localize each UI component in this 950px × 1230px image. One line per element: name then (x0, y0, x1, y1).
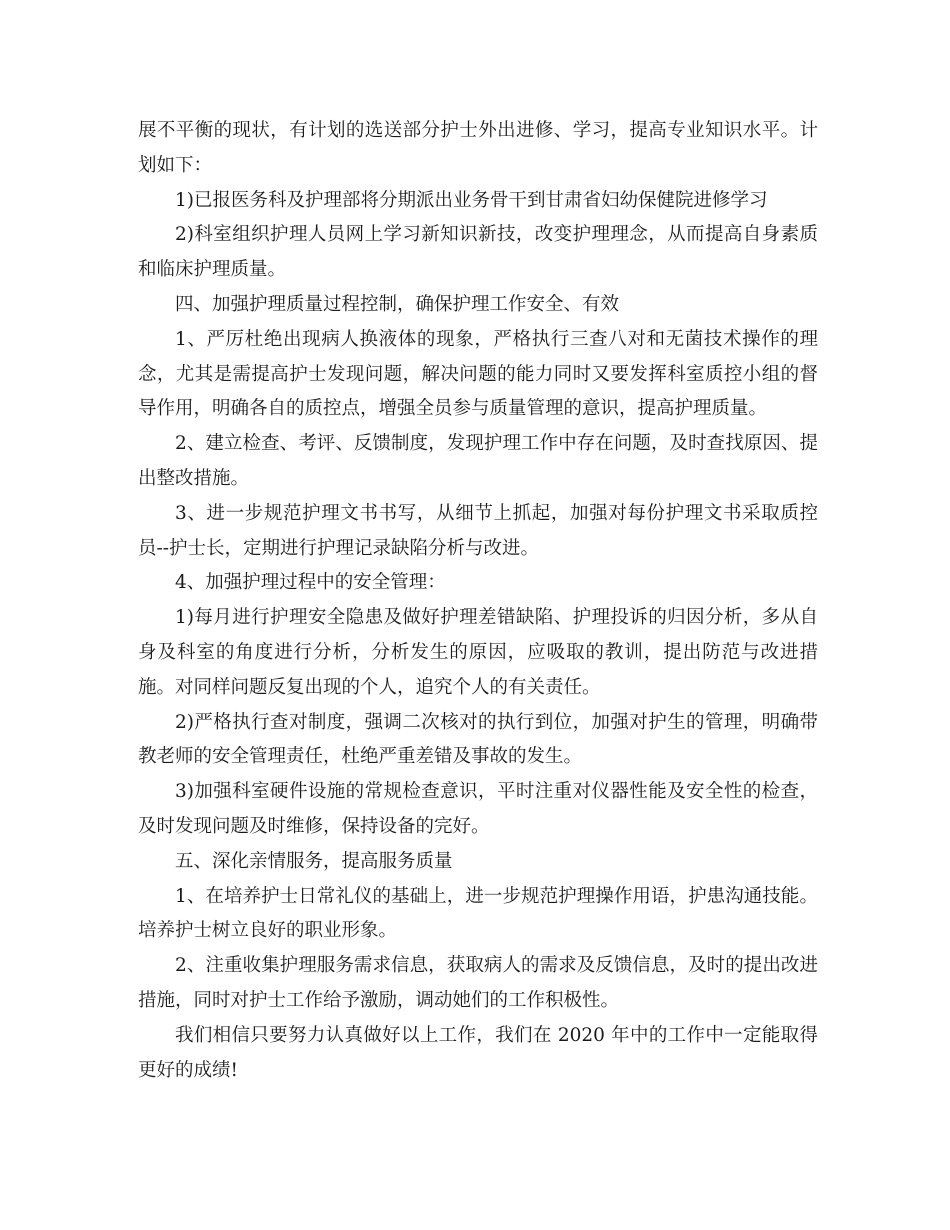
paragraph: 4、加强护理过程中的安全管理： (175, 572, 446, 594)
paragraph: 1、在培养护士日常礼仪的基础上，进一步规范护理操作用语，护患沟通技能。培养护士树立良好的职业形象。 (138, 885, 818, 942)
paragraph: 1)每月进行护理安全隐患及做好护理差错缺陷、护理投诉的归因分析，多从自身及科室的角度进行分析，分析发生的原因，应吸取的教训，提出防范与改进措施。对同样问题反复出现的个人，追究个人的有关责任。 (138, 607, 818, 698)
document-body (138, 114, 818, 1088)
paragraph: 1、严厉杜绝出现病人换液体的现象，严格执行三查八对和无菌技术操作的理念，尤其是需提高护士发现问题，解决问题的能力同时又要发挥科室质控小组的督导作用，明确各自的质控点，增强全员参与质量管理的意识，提高护理质量。 (138, 328, 818, 420)
paragraph: 2、注重收集护理服务需求信息，获取病人的需求及反馈信息，及时的提出改进措施，同时对护士工作给予激励，调动她们的工作积极性。 (138, 955, 818, 1011)
closing-paragraph: 我们相信只要努力认真做好以上工作，我们在 2020 年中的工作中一定能取得更好的成绩! (138, 1024, 818, 1081)
paragraph: 3)加强科室硬件设施的常规检查意识，平时注重对仪器性能及安全性的检查，及时发现问题及时维修，保持设备的完好。 (138, 781, 818, 837)
paragraph: 2)严格执行查对制度，强调二次核对的执行到位，加强对护生的管理，明确带教老师的安全管理责任，杜绝严重差错及事故的发生。 (138, 711, 818, 768)
section-heading: 五、深化亲情服务，提高服务质量 (175, 850, 453, 872)
paragraph: 2、建立检查、考评、反馈制度，发现护理工作中存在问题，及时查找原因、提出整改措施。 (138, 433, 818, 489)
section-heading: 四、加强护理质量过程控制，确保护理工作安全、有效 (175, 293, 620, 315)
paragraph: 展不平衡的现状，有计划的选送部分护士外出进修、学习，提高专业知识水平。计划如下： (138, 120, 818, 176)
paragraph: 2)科室组织护理人员网上学习新知识新技，改变护理理念，从而提高自身素质和临床护理质量。 (138, 224, 818, 281)
paragraph: 1)已报医务科及护理部将分期派出业务骨干到甘肃省妇幼保健院进修学习 (175, 189, 768, 211)
paragraph: 3、进一步规范护理文书书写，从细节上抓起，加强对每份护理文书采取质控员--护士长，定期进行护理记录缺陷分析与改进。 (138, 502, 818, 559)
